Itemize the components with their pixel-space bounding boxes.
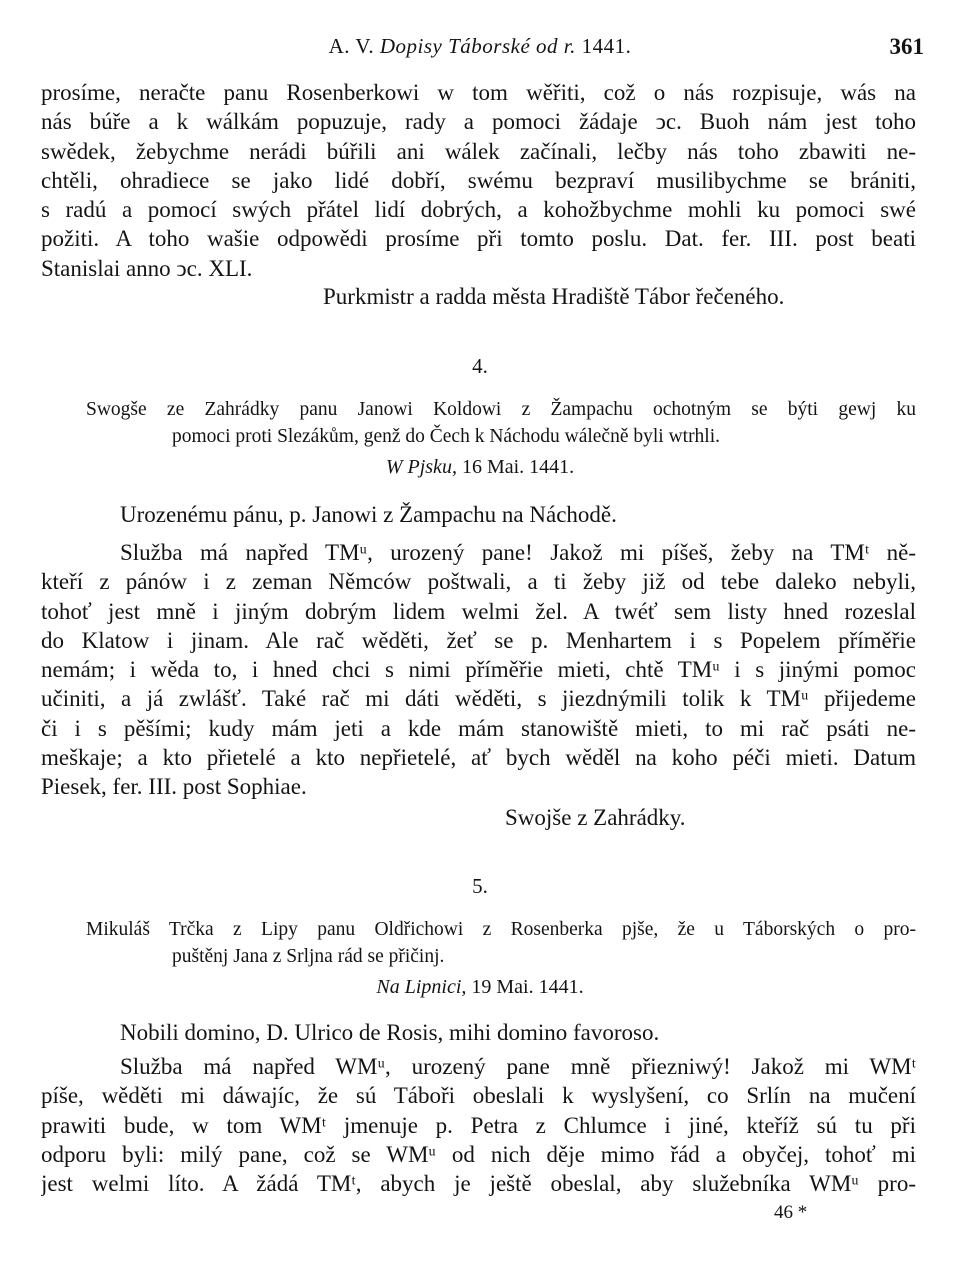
text-line: Služba má napřed WMᵘ, urozený pane mně přiezniwý! Jakož mi WMᵗ	[120, 1054, 916, 1079]
text-line: Piesek, fer. III. post Sophiae.	[41, 774, 307, 800]
header-title	[0, 34, 960, 59]
section-5-body	[41, 1052, 916, 1198]
section-4-summary	[86, 396, 916, 450]
section-4-number: 4.	[472, 354, 488, 378]
letter-3-signature: Purkmistr a radda města Hradiště Tábor řečeného.	[323, 284, 785, 309]
text-line: meškaje; a kto přietelé a kto nepřietelé, ať bych wěděl na koho péči mieti. Datum	[41, 745, 916, 771]
running-header	[0, 34, 960, 64]
text-line: učiniti, a já zwlášť. Také rač mi dáti wěděti, s jiezdnýmili tolik k TMᵘ přijedeme	[41, 686, 916, 712]
text-line: jest welmi líto. A žádá TMᵗ, abych je ještě obeslal, aby služebníka WMᵘ pro-	[41, 1171, 916, 1197]
section-4-address: Urozenému pánu, p. Janowi z Žampachu na Náchodě.	[120, 502, 617, 527]
text-line: kteří z pánów i z zeman Němców poštwali, a ti žeby již od tebe daleko nebyli,	[41, 569, 916, 595]
text-line: nás búře a k wálkám popuzuje, rady a pomoci žádaje ↄc. Buoh nám jest toho	[41, 109, 916, 135]
text-line: píše, wěděti mi dáwajíc, že sú Táboři obeslali k wyslyšení, co Srlín na mučení	[41, 1083, 916, 1109]
section-5-number: 5.	[472, 874, 488, 898]
section-5-address: Nobili domino, D. Ulrico de Rosis, mihi domino favoroso.	[120, 1020, 660, 1045]
header-title-italic: Dopisy Táborské od r.	[379, 34, 576, 58]
letter-3-body	[41, 78, 916, 283]
text-line: či i s pěšími; kudy mám jeti a kde mám stanowiště mieti, to mi rač psáti ne-	[41, 715, 916, 741]
section-4-body	[41, 538, 916, 802]
section-4-signature: Swojše z Zahrádky.	[505, 805, 686, 830]
text-line: prosíme, neračte panu Rosenberkowi w tom wěřiti, což o nás rozpisuje, wás na	[41, 80, 916, 105]
date-rest: 19 Mai. 1441.	[471, 976, 584, 998]
summary-line: puštěnj Jana z Srljna rád se přičinj.	[172, 946, 445, 967]
text-line: tohoť jest mně i jiným dobrým lidem welmi žel. A twéť sem listy hned rozeslal	[41, 598, 916, 624]
date-place: W Pjsku,	[385, 456, 457, 478]
header-year: 1441.	[581, 34, 632, 58]
text-line: chtěli, ohradiece se jako lidé dobří, swému bezpraví musilibychme se brániti,	[41, 167, 916, 193]
section-5-dateline	[0, 976, 960, 999]
text-line: swědek, žebychme nerádi búřili ani wálek začínali, lečby nás toho zbawiti ne-	[41, 138, 916, 164]
text-line: do Klatow i jinam. Ale rač wěděti, žeť se p. Menhartem i s Popelem příměřie	[41, 627, 916, 653]
section-5-summary	[86, 916, 916, 970]
text-line: Služba má napřed TMᵘ, urozený pane! Jakož mi píšeš, žeby na TMᵗ ně-	[120, 540, 916, 565]
signature-mark: 46 *	[774, 1202, 808, 1223]
text-line: Stanislai anno ↄc. XLI.	[41, 255, 253, 281]
text-line: odporu byli: milý pane, což se WMᵘ od nich děje mimo řád a obyčej, tohoť mi	[41, 1141, 916, 1167]
summary-line: Mikuláš Trčka z Lipy panu Oldřichowi z Rosenberka pjše, že u Táborských o pro-	[86, 919, 916, 940]
text-line: nemám; i wěda to, i hned chci s nimi příměřie mieti, chtě TMᵘ i s jinými pomoc	[41, 657, 916, 683]
summary-line: pomoci proti Slezákům, genž do Čech k Náchodu wálečně byli wtrhli.	[172, 426, 721, 447]
date-place: Na Lipnici,	[376, 976, 467, 998]
text-line: prawiti bude, w tom WMᵗ jmenuje p. Petra z Chlumce i jiné, kteříž sú tu při	[41, 1112, 916, 1138]
text-line: s radú a pomocí swých přátel lidí dobrých, a kohožbychme mohli ku pomoci swé	[41, 197, 916, 223]
summary-line: Swogše ze Zahrádky panu Janowi Koldowi z Žampachu ochotným se býti gewj ku	[86, 399, 916, 420]
text-line: požiti. A toho wašie odpowědi prosíme při tomto poslu. Dat. fer. III. post beati	[41, 226, 916, 252]
header-prefix: A. V.	[328, 34, 375, 58]
date-rest: 16 Mai. 1441.	[461, 456, 575, 478]
section-4-dateline	[0, 456, 960, 479]
page-number: 361	[889, 34, 924, 59]
